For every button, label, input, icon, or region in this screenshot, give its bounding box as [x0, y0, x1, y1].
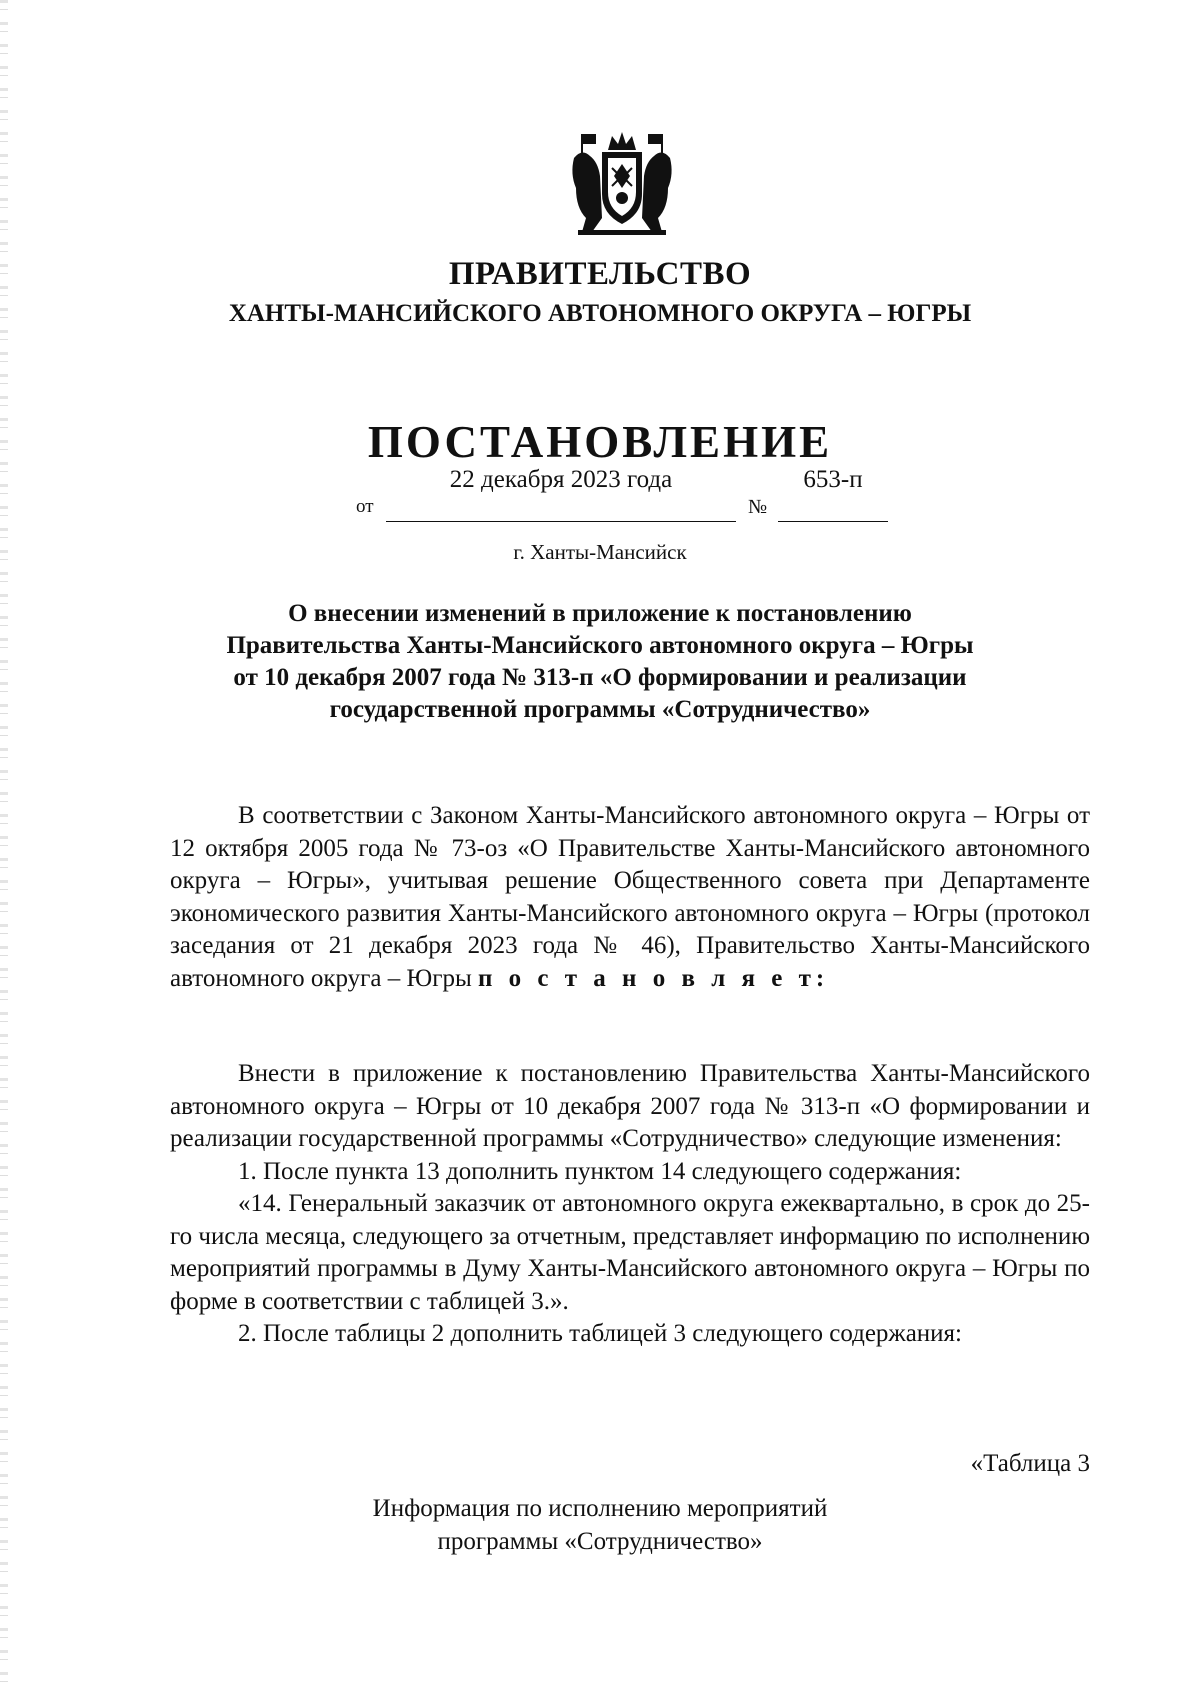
number-underline	[778, 521, 888, 522]
subject-line: О внесении изменений в приложение к постановлению	[288, 600, 912, 627]
date-label: от	[356, 496, 374, 517]
preamble-paragraph	[170, 800, 1090, 995]
preamble-text: В соответствии с Законом Ханты-Мансийского автономного округа – Югры от 12 октября 2005 года № 73-оз «О Правительстве Ханты-Мансийского автономного округа – Югры», учитывая решение Общественного совета при Департаменте экономического развития Ханты-Мансийского автономного округа – Югры (протокол заседания от 21 декабря 2023 года № 46), Правительство Ханты-Мансийского автономного округа – Югры	[170, 802, 1090, 992]
subject-line: Правительства Ханты-Мансийского автономного округа – Югры	[226, 632, 974, 659]
document-type: ПОСТАНОВЛЕНИЕ	[367, 417, 833, 467]
table-title	[300, 1492, 900, 1558]
changes-section	[170, 1058, 1090, 1351]
change-item-2: 2. После таблицы 2 дополнить таблицей 3 следующего содержания:	[238, 1320, 962, 1347]
city: г. Ханты-Мансийск	[513, 540, 687, 564]
coat-of-arms-icon	[568, 128, 676, 236]
region-title: ХАНТЫ-МАНСИЙСКОГО АВТОНОМНОГО ОКРУГА – ЮГРЫ	[228, 300, 972, 327]
subject-heading	[150, 598, 1050, 726]
scan-edge	[0, 0, 8, 1686]
number-label: №	[748, 496, 768, 518]
change-item-1: 1. После пункта 13 дополнить пунктом 14 следующего содержания:	[238, 1157, 962, 1185]
table-title-line: Информация по исполнению мероприятий	[372, 1495, 828, 1522]
change-item-1-text: «14. Генеральный заказчик от автономного округа ежеквартально, в срок до 25-го числа месяца, следующего за отчетным, представляет информацию по исполнению мероприятий программы в Думу Ханты-Мансийского автономного округа – Югры по форме в соответствии с таблицей 3.».	[170, 1190, 1090, 1315]
date-value: 22 декабря 2023 года	[449, 466, 673, 493]
date-underline	[386, 521, 736, 522]
resolves-word: п о с т а н о в л я е т:	[478, 964, 830, 992]
preamble-section	[170, 800, 1090, 995]
subject-line: государственной программы «Сотрудничество»	[329, 696, 871, 723]
changes-intro: Внести в приложение к постановлению Правительства Ханты-Мансийского автономного округа – Югры от 10 декабря 2007 года № 313-п «О формировании и реализации государственной программы «Сотрудничество» следующие изменения:	[170, 1060, 1090, 1152]
number-value: 653-п	[803, 466, 863, 493]
government-title: ПРАВИТЕЛЬСТВО	[448, 256, 752, 292]
table-reference: «Таблица 3	[970, 1450, 1090, 1477]
subject-line: от 10 декабря 2007 года № 313-п «О формировании и реализации	[233, 664, 967, 691]
table-title-line: программы «Сотрудничество»	[437, 1528, 763, 1555]
